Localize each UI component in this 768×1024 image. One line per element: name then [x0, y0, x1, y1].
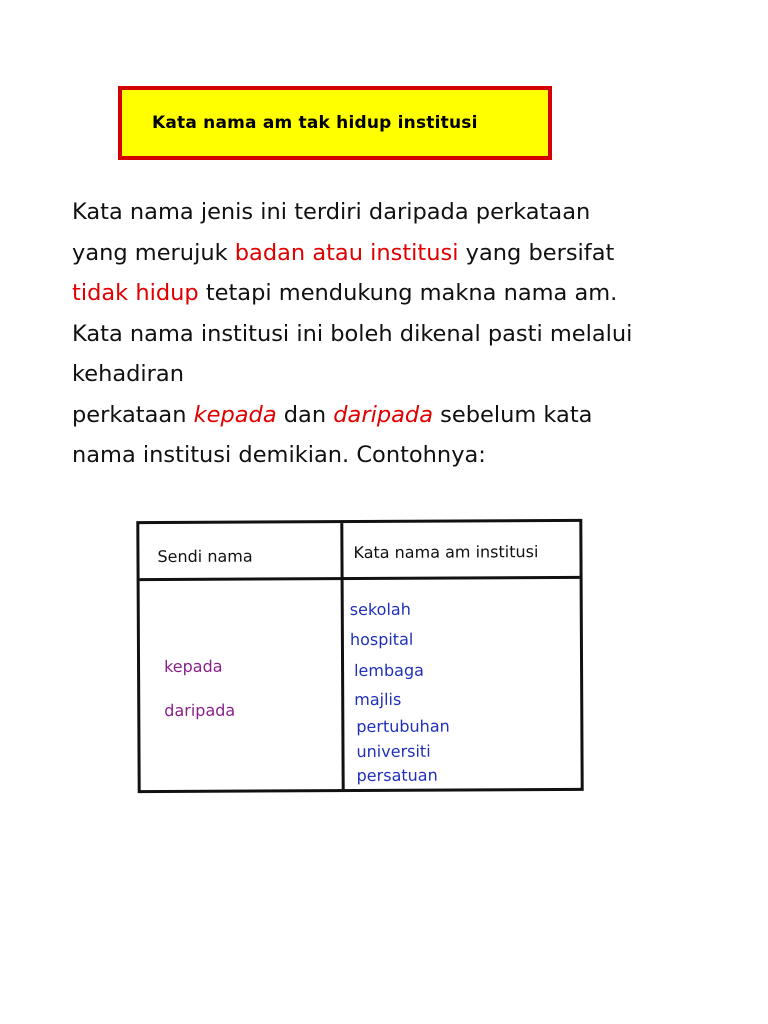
institusi-item-pertubuhan: pertubuhan	[356, 716, 450, 737]
header-kata-nama-am-institusi: Kata nama am institusi	[353, 542, 539, 563]
text-run: yang merujuk	[72, 239, 235, 266]
text-run: kehadiran	[72, 361, 184, 387]
institusi-item-majlis: majlis	[354, 689, 402, 710]
title-box	[118, 86, 552, 160]
table-header-divider	[140, 576, 580, 581]
paragraph-line-3	[72, 273, 732, 314]
header-sendi-nama: Sendi nama	[157, 546, 253, 567]
text-run: Kata nama jenis ini terdiri daripada perkataan	[72, 199, 591, 225]
example-table	[136, 519, 583, 793]
paragraph-line-6	[72, 395, 732, 436]
paragraph-line-5	[72, 354, 732, 395]
text-run: nama institusi demikian. Contohnya:	[72, 442, 486, 468]
text-run: tetapi mendukung makna nama am.	[198, 280, 618, 306]
institusi-item-sekolah: sekolah	[349, 599, 411, 620]
body-paragraph	[72, 192, 732, 476]
table-column-divider	[340, 523, 344, 789]
text-run: Kata nama institusi ini boleh dikenal pasti melalui	[72, 320, 633, 347]
institusi-item-persatuan: persatuan	[356, 765, 438, 786]
institusi-item-hospital: hospital	[349, 629, 414, 650]
text-run: sebelum kata	[432, 401, 593, 428]
text-run: perkataan	[72, 401, 194, 428]
highlight-tidak-hidup: tidak hidup	[72, 280, 199, 306]
paragraph-line-4	[72, 314, 732, 355]
institusi-item-lembaga: lembaga	[354, 660, 424, 681]
text-run: dan	[276, 401, 334, 428]
page-title: Kata nama am tak hidup institusi	[152, 113, 478, 133]
sendi-item-kepada: kepada	[164, 656, 223, 677]
paragraph-line-7	[72, 435, 732, 476]
paragraph-line-2	[72, 233, 732, 274]
sendi-item-daripada: daripada	[164, 700, 236, 721]
text-run: yang bersifat	[458, 239, 615, 266]
paragraph-line-1	[72, 192, 732, 233]
highlight-daripada: daripada	[333, 401, 433, 428]
highlight-kepada: kepada	[193, 401, 277, 428]
institusi-item-universiti: universiti	[356, 741, 431, 762]
highlight-badan-atau-institusi: badan atau institusi	[234, 239, 459, 266]
